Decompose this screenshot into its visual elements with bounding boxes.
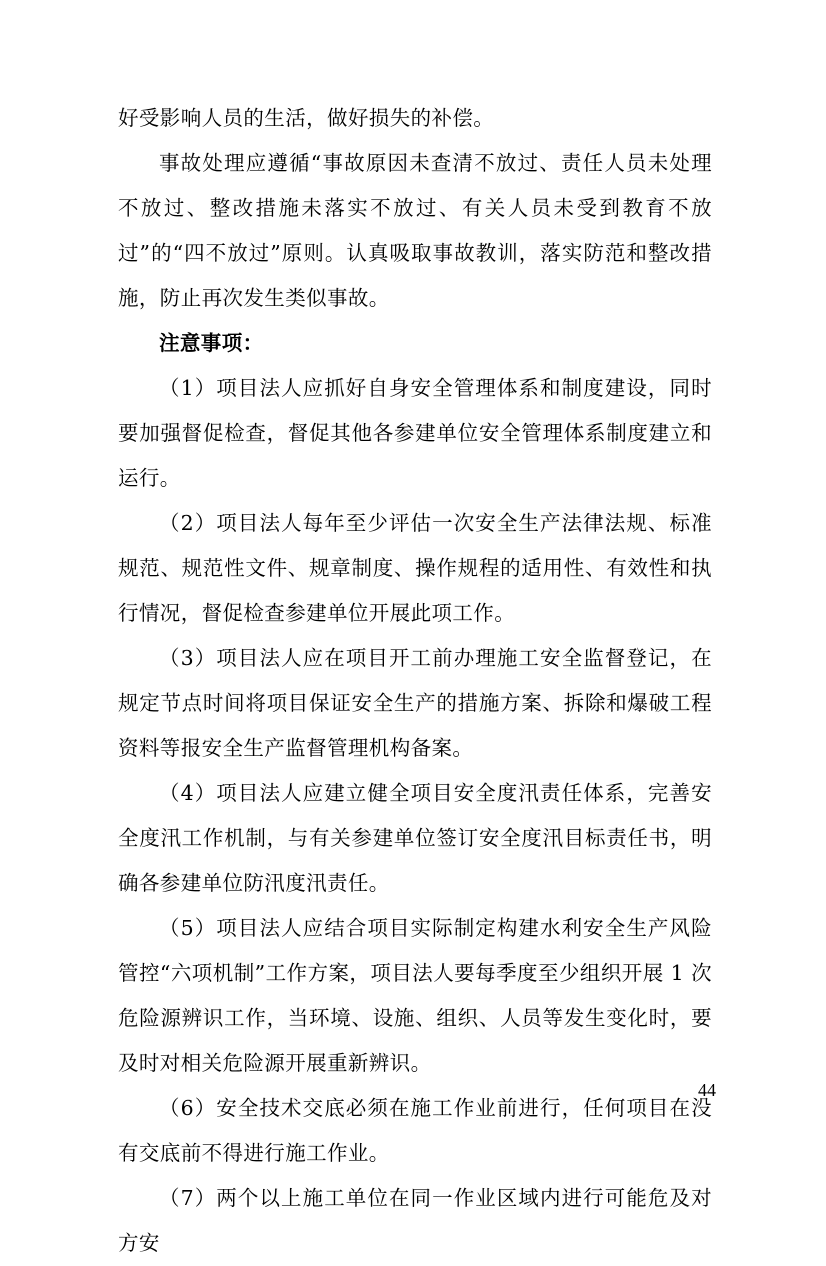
list-item-1: （1）项目法人应抓好自身安全管理体系和制度建设，同时要加强督促检查，督促其他各参建单位安全管理体系制度建立和运行。: [118, 376, 712, 490]
list-item-3: （3）项目法人应在项目开工前办理施工安全监督登记，在规定节点时间将项目保证安全生产的措施方案、拆除和爆破工程资料等报安全生产监督管理机构备案。: [118, 646, 712, 760]
paragraph-accident-handling: 事故处理应遵循“事故原因未查清不放过、责任人员未处理不放过、整改措施未落实不放过、有关人员未受到教育不放过”的“四不放过”原则。认真吸取事故教训，落实防范和整改措施，防止再次发生类似事故。: [118, 151, 712, 310]
page-number: 44: [698, 1080, 716, 1100]
list-item-4: （4）项目法人应建立健全项目安全度汛责任体系，完善安全度汛工作机制，与有关参建单位签订安全度汛目标责任书，明确各参建单位防汛度汛责任。: [118, 781, 712, 895]
list-item-7: （7）两个以上施工单位在同一作业区域内进行可能危及对方安: [118, 1186, 712, 1255]
list-item-5: （5）项目法人应结合项目实际制定构建水利安全生产风险管控“六项机制”工作方案，项目法人要每季度至少组织开展 1 次危险源辨识工作，当环境、设施、组织、人员等发生变化时，要及时对相关危险源开展重新辨识。: [118, 916, 712, 1075]
section-heading-notes: 注意事项：: [159, 331, 264, 355]
list-item-6: （6）安全技术交底必须在施工作业前进行，任何项目在没有交底前不得进行施工作业。: [118, 1096, 712, 1165]
page-body: [118, 96, 712, 1266]
paragraph-continuation: 好受影响人员的生活，做好损失的补偿。: [118, 106, 495, 130]
list-item-2: （2）项目法人每年至少评估一次安全生产法律法规、标准规范、规范性文件、规章制度、操作规程的适用性、有效性和执行情况，督促检查参建单位开展此项工作。: [118, 511, 712, 625]
